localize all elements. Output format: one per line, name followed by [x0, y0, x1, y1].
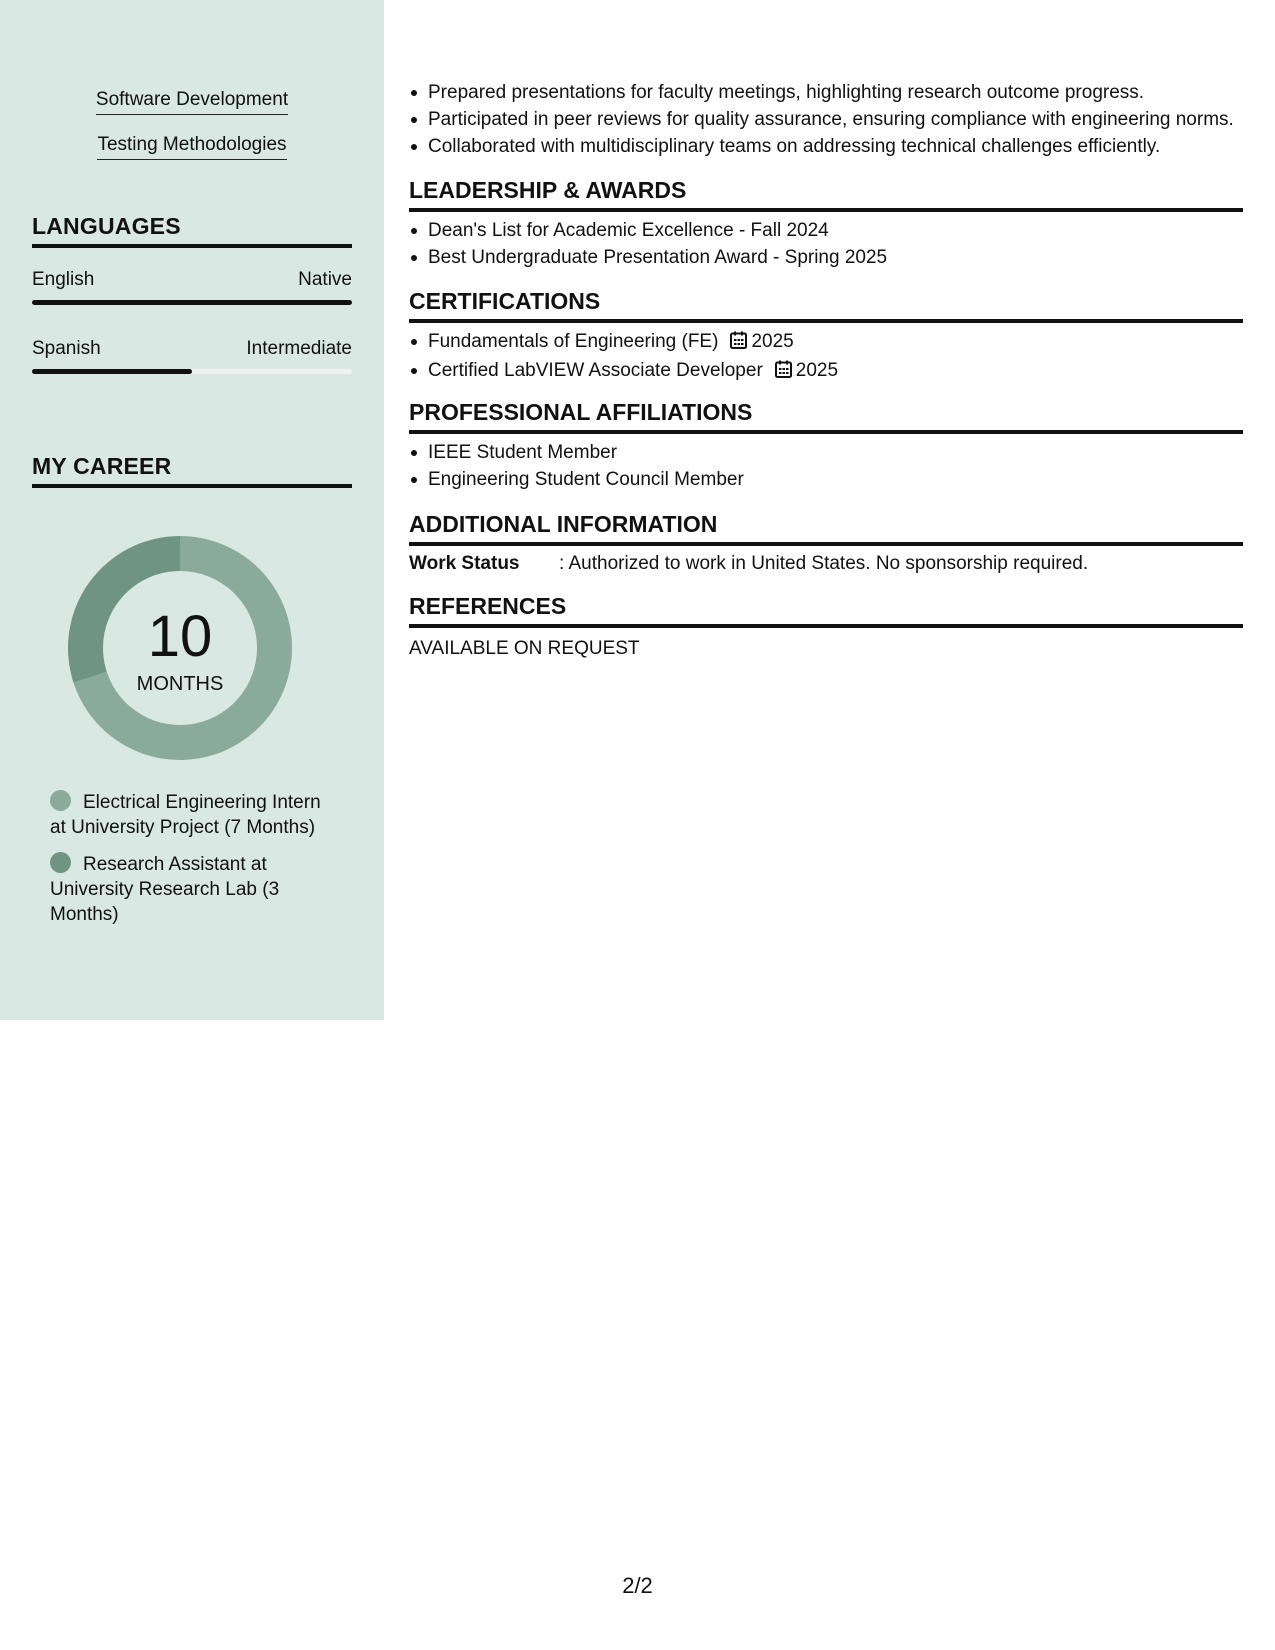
- list-item: Prepared presentations for faculty meetings, highlighting research outcome progress.: [409, 79, 1243, 106]
- career-legend-item: [50, 852, 330, 927]
- language-name: English: [32, 269, 95, 290]
- skill-item: [0, 88, 384, 115]
- career-total-unit: MONTHS: [136, 673, 224, 695]
- list-item: Dean's List for Academic Excellence - Fall 2024: [409, 217, 1243, 244]
- work-status-row: [409, 551, 1243, 577]
- work-status-label: Work Status: [409, 553, 520, 574]
- certification-year: 2025: [795, 360, 839, 381]
- career-legend-label: Electrical Engineering Intern at University Project (7 Months): [50, 792, 321, 838]
- list-item: IEEE Student Member: [409, 439, 1243, 466]
- work-status-value: : Authorized to work in United States. No sponsorship required.: [559, 553, 1089, 574]
- language-level: Native: [298, 269, 352, 290]
- additional-info-heading: ADDITIONAL INFORMATION: [409, 510, 1243, 546]
- language-level: Intermediate: [246, 338, 352, 359]
- list-item: Best Undergraduate Presentation Award - Spring 2025: [409, 244, 1243, 271]
- certifications-list: [409, 328, 1243, 386]
- leadership-heading: LEADERSHIP & AWARDS: [409, 176, 1243, 212]
- list-item: Participated in peer reviews for quality assurance, ensuring compliance with engineering norms.: [409, 106, 1243, 133]
- leadership-list: [409, 217, 1243, 271]
- certification-name: Certified LabVIEW Associate Developer: [428, 360, 763, 381]
- certification-item: [409, 328, 1243, 357]
- career-donut-chart: [62, 530, 298, 766]
- skill-item: [0, 133, 384, 160]
- language-bar-fill: [32, 300, 352, 305]
- language-bar-fill: [32, 369, 192, 374]
- calendar-icon: [730, 330, 747, 357]
- languages-heading: LANGUAGES: [32, 212, 352, 248]
- career-total-months: 10: [147, 604, 213, 669]
- skill-label: Software Development: [96, 88, 288, 115]
- list-item: Collaborated with multidisciplinary teams on addressing technical challenges efficiently.: [409, 133, 1243, 160]
- legend-dot-icon: [50, 852, 71, 873]
- language-name: Spanish: [32, 338, 101, 359]
- certification-year: 2025: [751, 331, 794, 352]
- certifications-heading: CERTIFICATIONS: [409, 287, 1243, 323]
- calendar-icon: [775, 359, 792, 386]
- career-legend-label: Research Assistant at University Research Lab (3 Months): [50, 854, 280, 925]
- legend-dot-icon: [50, 790, 71, 811]
- references-heading: REFERENCES: [409, 592, 1243, 628]
- list-item: Engineering Student Council Member: [409, 466, 1243, 493]
- certification-name: Fundamentals of Engineering (FE): [428, 331, 719, 352]
- references-text: AVAILABLE ON REQUEST: [409, 638, 640, 659]
- affiliations-list: [409, 439, 1243, 493]
- language-bar: [32, 300, 352, 305]
- career-legend-item: [50, 790, 330, 840]
- language-row: [32, 268, 352, 292]
- affiliations-heading: PROFESSIONAL AFFILIATIONS: [409, 398, 1243, 434]
- skill-label: Testing Methodologies: [97, 133, 286, 160]
- language-bar: [32, 369, 352, 374]
- page-number: 2/2: [622, 1573, 653, 1598]
- sidebar: [0, 0, 384, 1020]
- career-heading: MY CAREER: [32, 452, 352, 488]
- language-row: [32, 337, 352, 361]
- certification-item: [409, 357, 1243, 386]
- experience-bullet-list: [409, 79, 1243, 160]
